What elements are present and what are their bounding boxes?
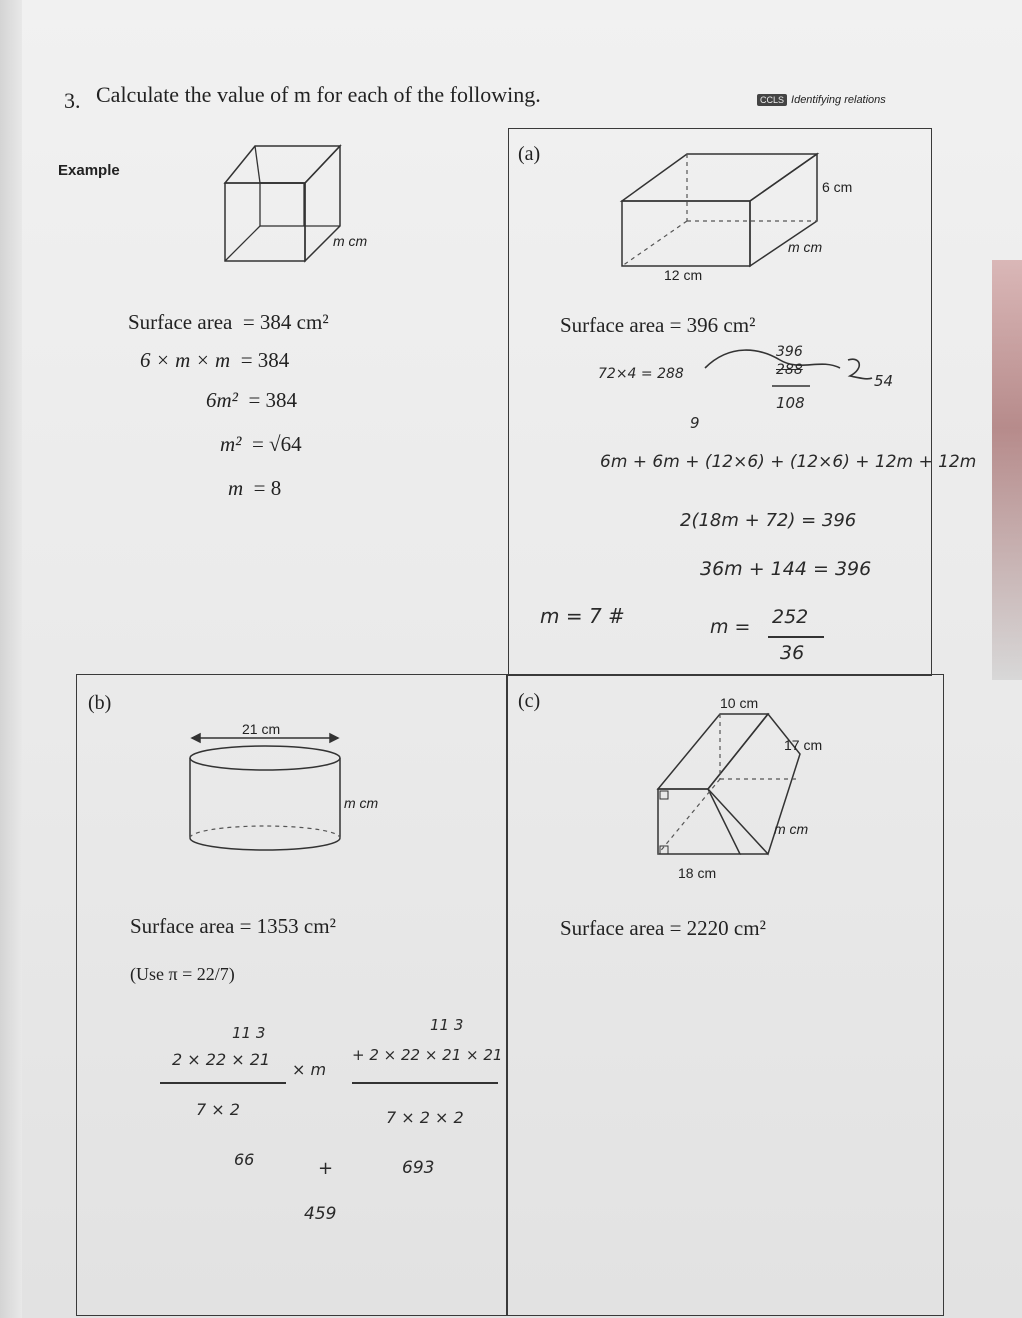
hand-a-8: 2(18m + 72) = 396 (680, 510, 857, 531)
part-b-label: (b) (88, 692, 112, 714)
part-a-label: (a) (518, 143, 541, 165)
example-line-2: 6 × m × m = 384 (140, 348, 290, 372)
hand-b-n2: 2 × 22 × 21 (172, 1050, 271, 1069)
hand-b-n3: 11 3 (430, 1016, 464, 1034)
part-c-top-label: 10 cm (720, 695, 759, 711)
part-c-depth-label: m cm (774, 821, 809, 837)
part-b-height-label: m cm (344, 795, 379, 811)
hand-b-r2: 693 (402, 1158, 435, 1178)
question-text: Calculate the value of m for each of the following. (96, 82, 541, 107)
skill-tag: CCLS (757, 94, 787, 106)
part-c-base-label: 18 cm (678, 865, 717, 881)
part-a-surface-area: Surface area = 396 cm² (560, 313, 756, 337)
hand-a-6: 9 (690, 414, 700, 432)
hand-b-n1: 11 3 (232, 1024, 266, 1042)
example-line-1: Surface area = 384 cm² (128, 310, 329, 334)
hand-b-r1: 66 (234, 1150, 255, 1169)
part-c-prism-diagram (640, 694, 840, 884)
hand-b-plus: + (318, 1158, 334, 1179)
hand-a-9: 36m + 144 = 396 (700, 558, 872, 580)
question-number: 3. (64, 88, 81, 113)
example-dimension-label: m cm (333, 233, 368, 249)
hand-a-7: 6m + 6m + (12×6) + (12×6) + 12m + 12m (600, 452, 977, 472)
page-binding (0, 0, 22, 1318)
part-c-slant-label: 17 cm (784, 737, 823, 753)
part-b-cylinder-diagram (180, 718, 400, 868)
hand-a-11-den: 36 (780, 642, 805, 664)
hand-b-times-m: × m (292, 1060, 327, 1079)
part-b-use-pi: (Use π = 22/7) (130, 964, 235, 984)
hand-b-d1: 7 × 2 (196, 1100, 240, 1119)
hand-a-1: 72×4 = 288 (598, 366, 684, 382)
hand-a-3: 288 (776, 362, 803, 378)
example-line-4: m² = √64 (220, 432, 302, 456)
hand-b-bar-2 (352, 1082, 498, 1084)
part-a-depth-label: m cm (788, 239, 823, 255)
hand-a-11-num: 252 (772, 606, 809, 628)
hand-b-d2: 7 × 2 × 2 (386, 1108, 464, 1127)
hand-b-r3: 459 (304, 1204, 337, 1224)
part-c-surface-area: Surface area = 2220 cm² (560, 916, 766, 940)
skill-label (757, 94, 886, 106)
hand-b-bar-1 (160, 1082, 286, 1084)
hand-a-4: 108 (776, 394, 805, 412)
page-edge-shadow (992, 260, 1022, 680)
part-a-cuboid-diagram (612, 146, 872, 286)
part-a-height-label: 6 cm (822, 179, 853, 195)
hand-a-11-left: m = (710, 616, 751, 638)
example-label: Example (58, 162, 120, 179)
example-cube-diagram (215, 138, 385, 268)
example-line-5: m = 8 (228, 476, 282, 500)
part-b-surface-area: Surface area = 1353 cm² (130, 914, 336, 938)
part-b-diameter-label: 21 cm (242, 721, 281, 737)
hand-a-10: m = 7 # (540, 604, 625, 628)
hand-a-5: 54 (874, 372, 894, 390)
hand-b-n4: + 2 × 22 × 21 × 21 (352, 1046, 503, 1064)
hand-a-fraction-bar (768, 636, 824, 638)
hand-a-2: 396 (776, 344, 803, 360)
part-c-label: (c) (518, 690, 541, 712)
skill-text: Identifying relations (791, 94, 886, 106)
part-a-length-label: 12 cm (664, 267, 703, 283)
example-line-3: 6m² = 384 (206, 388, 298, 412)
